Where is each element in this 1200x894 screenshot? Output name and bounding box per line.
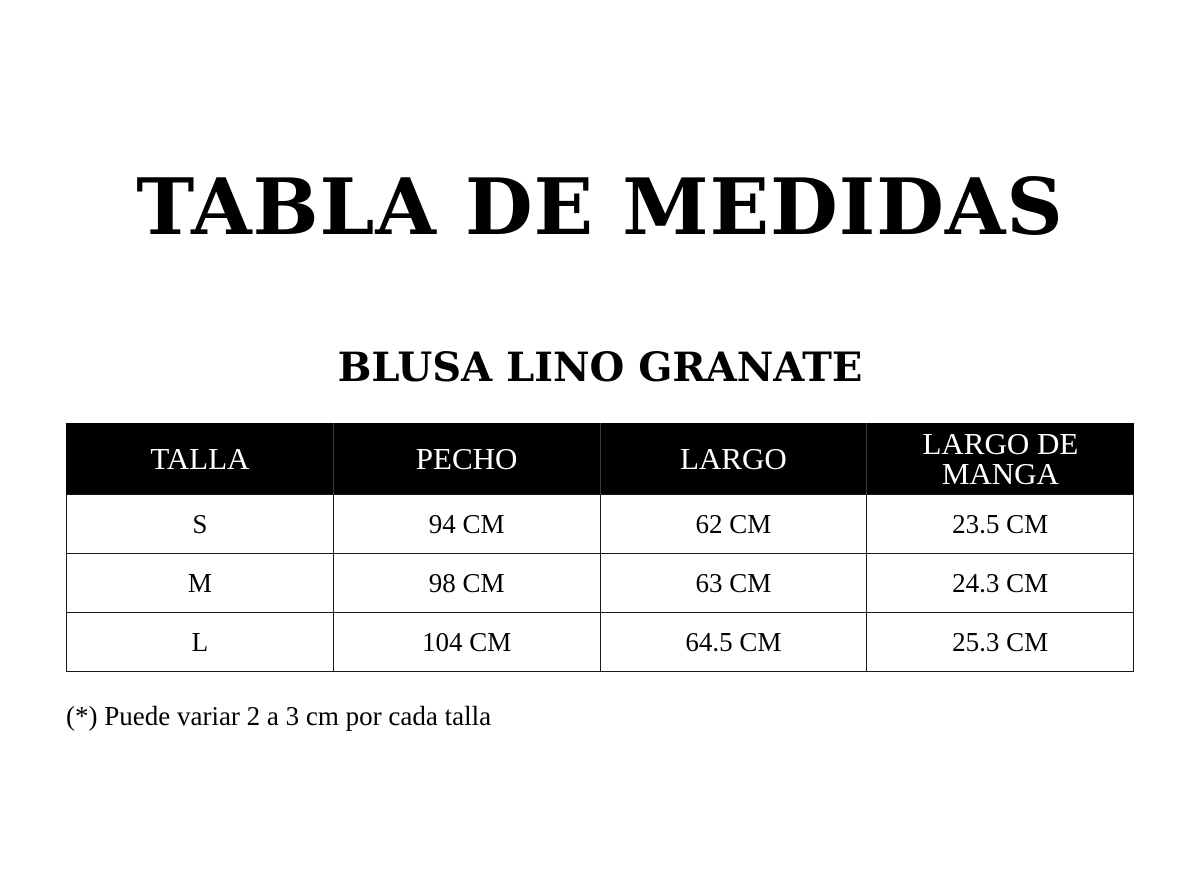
cell-largo-de-manga: 23.5 CM — [867, 495, 1134, 554]
table-header — [67, 423, 1134, 495]
column-header-largo: LARGO — [600, 423, 867, 495]
column-header-talla: TALLA — [67, 423, 334, 495]
column-header-pecho: PECHO — [333, 423, 600, 495]
cell-largo-de-manga: 25.3 CM — [867, 613, 1134, 672]
cell-talla: L — [67, 613, 334, 672]
table-row — [67, 613, 1134, 672]
cell-largo: 62 CM — [600, 495, 867, 554]
column-header-largo-de-manga-label: LARGO DE MANGA — [922, 425, 1079, 491]
table-row — [67, 554, 1134, 613]
size-chart-table — [66, 423, 1134, 672]
page-title: TABLA DE MEDIDAS — [136, 162, 1064, 253]
cell-largo-de-manga: 24.3 CM — [867, 554, 1134, 613]
product-name: BLUSA LINO GRANATE — [337, 344, 863, 391]
cell-pecho: 104 CM — [333, 613, 600, 672]
column-header-largo-de-manga — [867, 423, 1134, 495]
table-row — [67, 495, 1134, 554]
cell-talla: M — [67, 554, 334, 613]
cell-talla: S — [67, 495, 334, 554]
table-header-row — [67, 423, 1134, 495]
table-body — [67, 495, 1134, 672]
cell-largo: 63 CM — [600, 554, 867, 613]
cell-largo: 64.5 CM — [600, 613, 867, 672]
cell-pecho: 94 CM — [333, 495, 600, 554]
footnote: (*) Puede variar 2 a 3 cm por cada talla — [66, 701, 492, 731]
cell-pecho: 98 CM — [333, 554, 600, 613]
